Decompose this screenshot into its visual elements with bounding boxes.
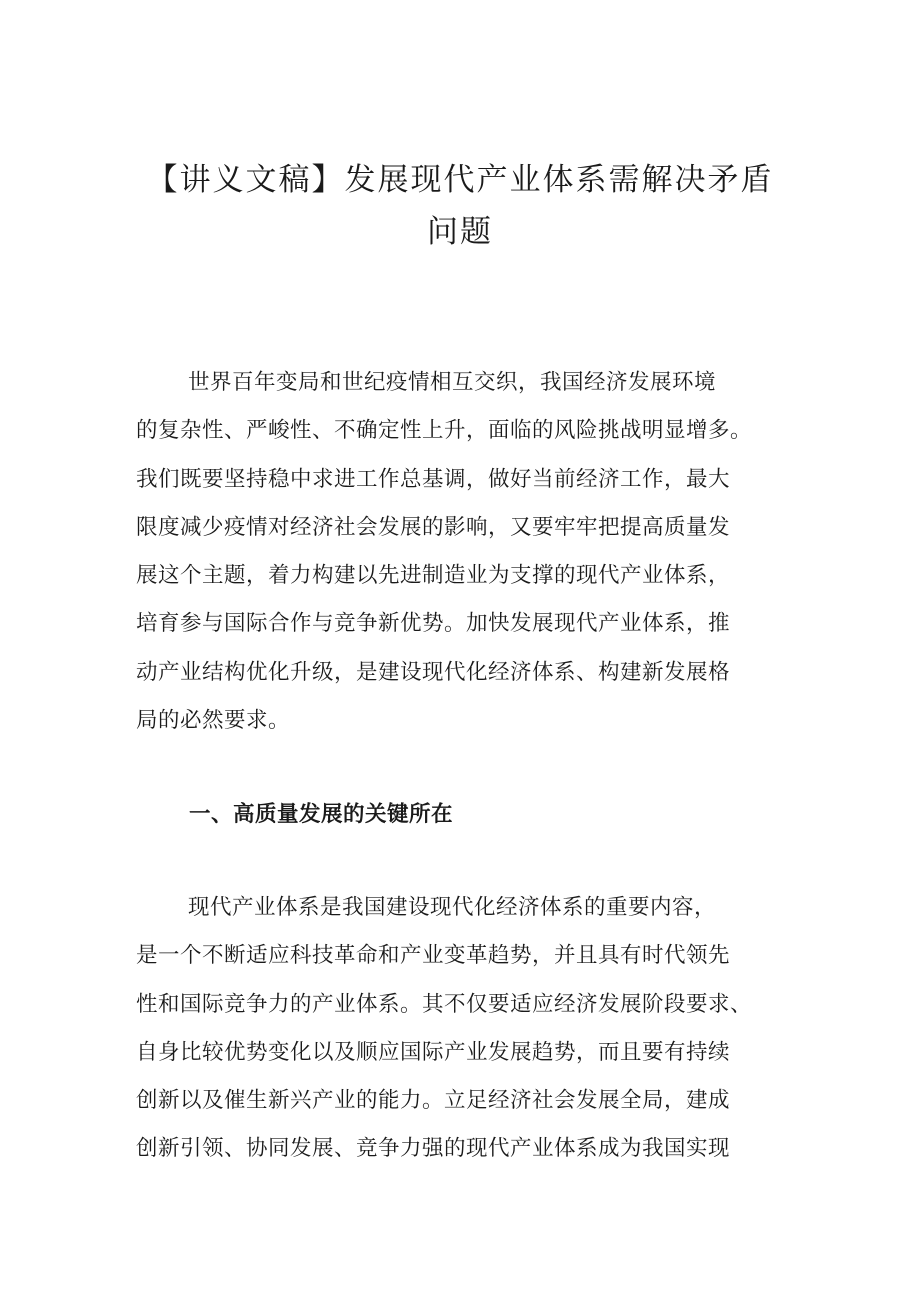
document-title-line2: 问题 [427,214,493,250]
paragraph-line: 是一个不断适应科技革命和产业变革趋势，并且具有时代领先 [136,943,731,969]
paragraph-line: 的复杂性、严峻性、不确定性上升，面临的风险挑战明显增多。 [136,418,753,444]
section-heading: 一、高质量发展的关键所在 [189,802,454,827]
paragraph-line: 现代产业体系是我国建设现代化经济体系的重要内容， [188,895,717,920]
paragraph-line: 限度减少疫情对经济社会发展的影响，又要牢牢把提高质量发 [136,514,731,540]
paragraph-line: 局的必然要求。 [136,708,291,734]
paragraph-line: 性和国际竞争力的产业体系。其不仅要适应经济发展阶段要求、 [136,991,753,1017]
section-paragraph [136,884,816,1174]
paragraph-line: 创新以及催生新兴产业的能力。立足经济社会发展全局，建成 [136,1088,731,1114]
paragraph-line: 自身比较优势变化以及顺应国际产业发展趋势，而且要有持续 [136,1039,731,1065]
paragraph-line: 展这个主题，着力构建以先进制造业为支撑的现代产业体系， [136,563,731,589]
intro-paragraph [136,359,816,745]
paragraph-line: 世界百年变局和世纪疫情相互交织，我国经济发展环境 [188,370,717,395]
paragraph-line: 动产业结构优化升级，是建设现代化经济体系、构建新发展格 [136,659,731,685]
paragraph-line: 培育参与国际合作与竞争新优势。加快发展现代产业体系，推 [136,611,731,637]
paragraph-line: 我们既要坚持稳中求进工作总基调，做好当前经济工作，最大 [136,466,731,492]
paragraph-line: 创新引领、协同发展、竞争力强的现代产业体系成为我国实现 [136,1136,731,1162]
document-title-line1: 【讲义文稿】发展现代产业体系需解决矛盾 [146,162,774,198]
